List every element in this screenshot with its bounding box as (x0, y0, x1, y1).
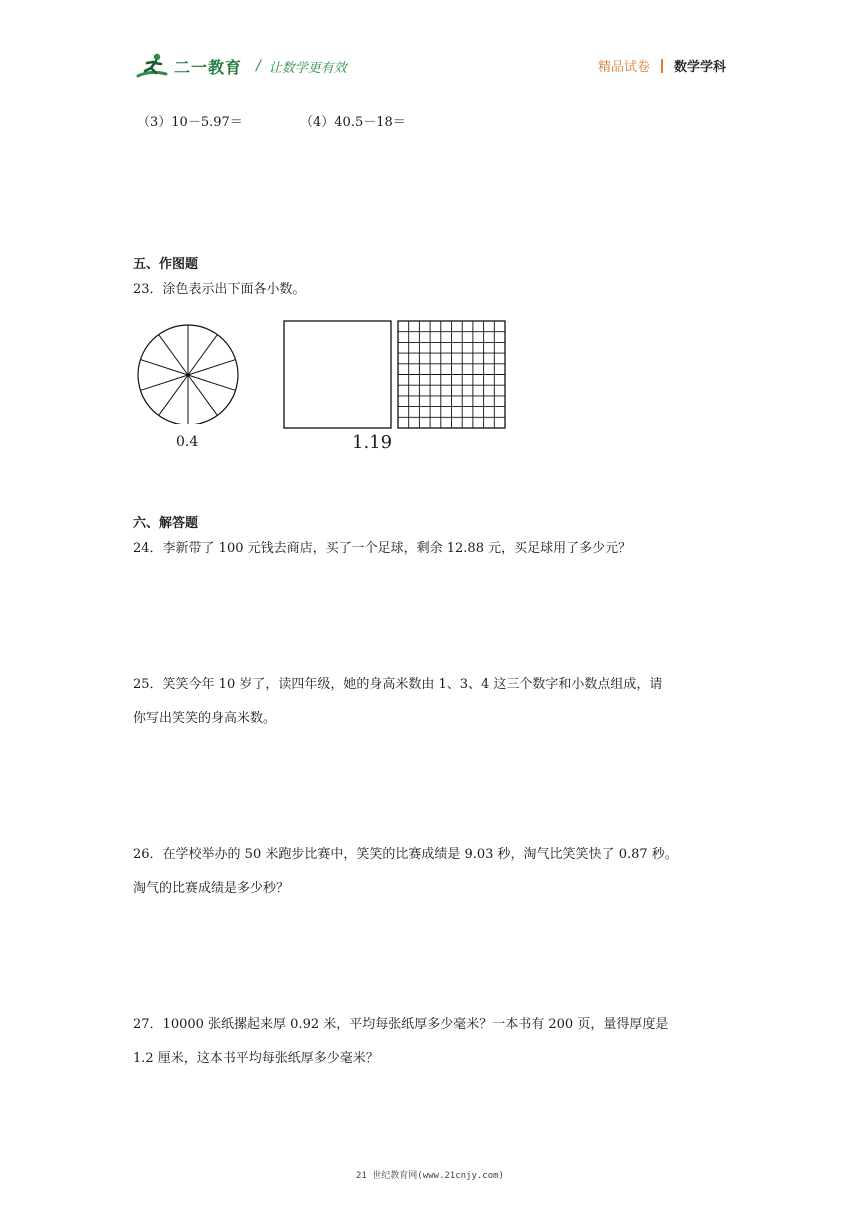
ten-by-ten-grid (398, 321, 505, 428)
calc-item-3: （3）10－5.97＝ (137, 115, 243, 130)
ten-sector-circle (138, 325, 238, 424)
squares-decimal-label: 1.19 (352, 432, 393, 453)
sector-divider (159, 335, 188, 375)
sector-divider (159, 375, 188, 415)
question-27-line-2: 1.2 厘米，这本书平均每张纸厚多少毫米？ (133, 1051, 379, 1066)
header-divider (661, 59, 663, 73)
circle-decimal-label: 0.4 (176, 434, 199, 450)
hundred-grid-figure (397, 320, 509, 430)
blank-square-figure (283, 320, 395, 430)
logo-slogan: 让数学更有效 (268, 60, 347, 76)
paper-tag: 精品试卷 (597, 60, 650, 75)
header-logo (136, 50, 366, 82)
sector-circle-figure (134, 324, 244, 424)
sector-divider (188, 360, 236, 375)
question-26-line-2: 淘气的比赛成绩是多少秒？ (133, 881, 290, 896)
subject-label: 数学学科 (673, 60, 726, 75)
section-6-title: 六、解答题 (133, 516, 199, 531)
question-26-line-1: 26．在学校举办的 50 米跑步比赛中，笑笑的比赛成绩是 9.03 秒，淘气比笑笑快了 0.87 秒。 (133, 847, 678, 862)
runner-logo-icon (136, 52, 172, 80)
logo-separator: / (256, 58, 261, 74)
question-23: 23．涂色表示出下面各小数。 (133, 282, 306, 297)
calc-item-4: （4）40.5－18＝ (300, 115, 406, 130)
header-right (598, 56, 726, 75)
question-27-line-1: 27．10000 张纸摞起来厚 0.92 米，平均每张纸厚多少毫米？一本书有 200 页，量得厚度是 (133, 1017, 669, 1032)
sector-divider (140, 375, 188, 390)
page-footer: 21 世纪教育网(www.21cnjy.com) (356, 1171, 504, 1181)
question-24: 24．李新带了 100 元钱去商店，买了一个足球，剩余 12.88 元，买足球用了多少元？ (133, 541, 632, 556)
sector-divider (140, 360, 188, 375)
sector-divider (188, 375, 217, 415)
question-25-line-2: 你写出笑笑的身高米数。 (133, 711, 277, 726)
section-5-title: 五、作图题 (133, 257, 199, 272)
sector-divider (188, 375, 236, 390)
logo-name: 二一教育 (174, 57, 243, 77)
sector-divider (188, 335, 217, 375)
question-25-line-1: 25．笑笑今年 10 岁了，读四年级，她的身高米数由 1、3、4 这三个数字和小数点组成，请 (133, 677, 663, 692)
